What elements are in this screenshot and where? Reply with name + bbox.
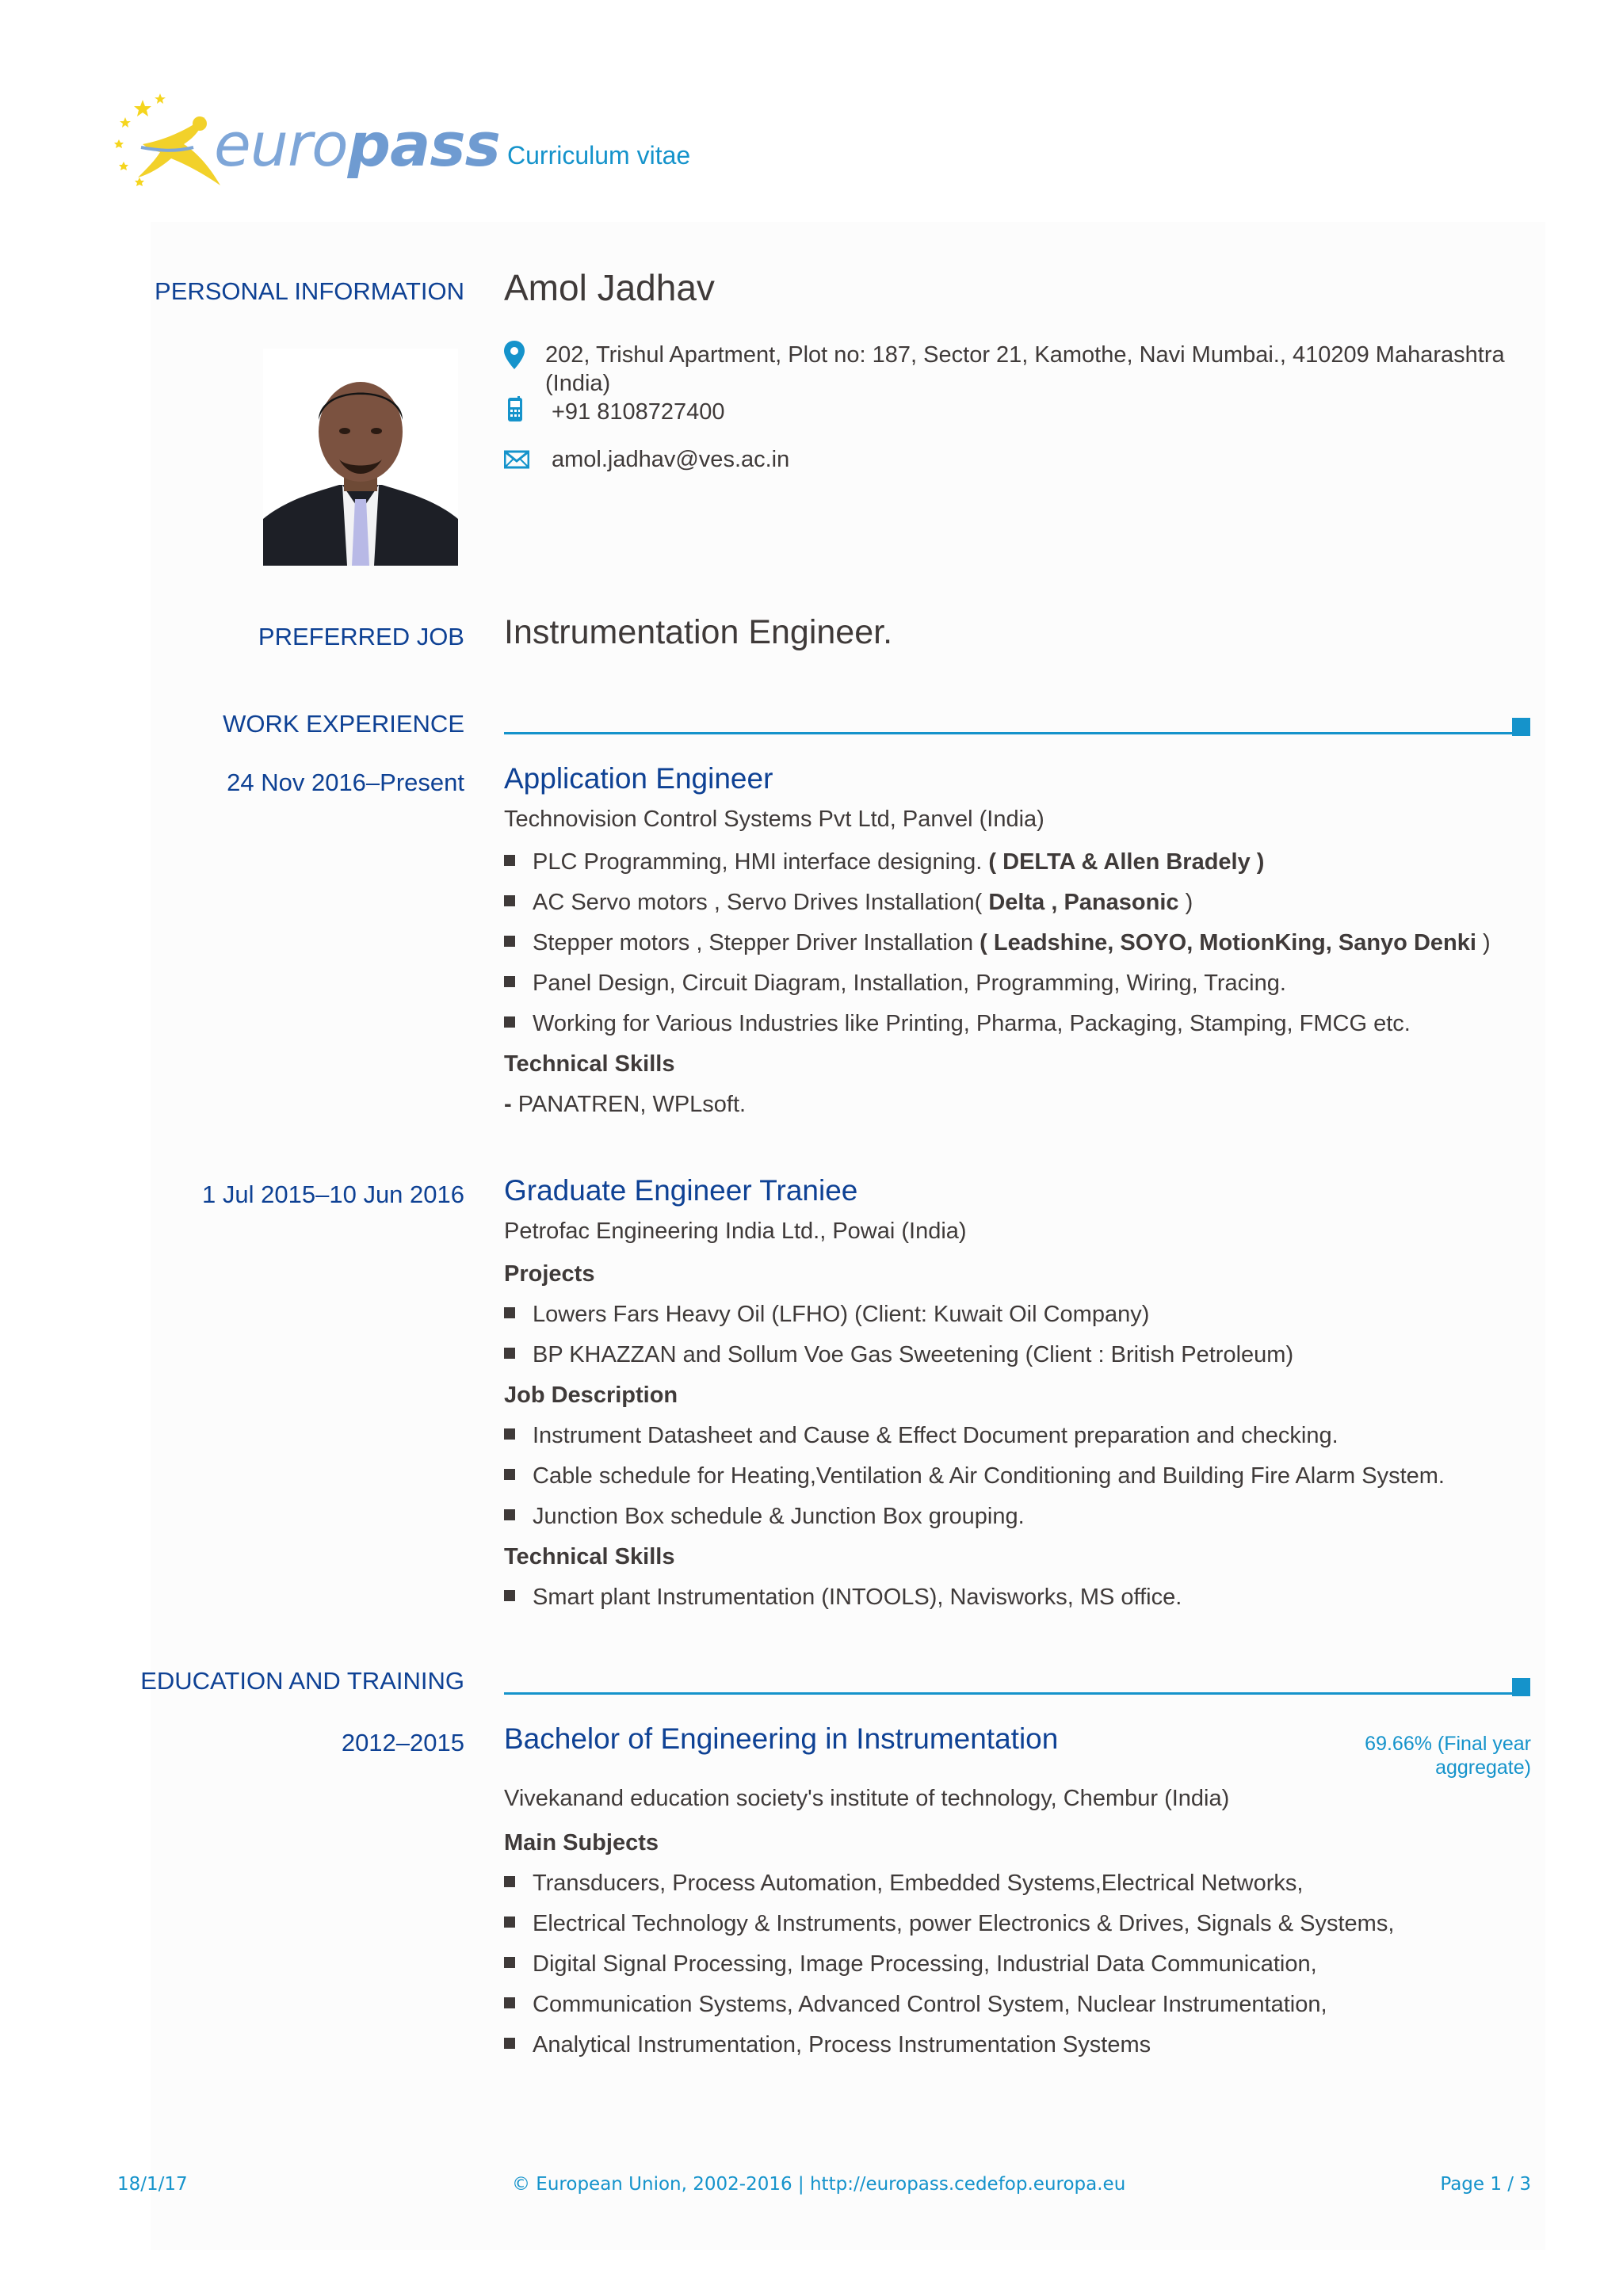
- job1-employer: Technovision Control Systems Pvt Ltd, Panvel (India): [504, 807, 1044, 832]
- bullet-square-icon: [504, 1997, 515, 2008]
- job2-dates: 1 Jul 2015–10 Jun 2016: [202, 1180, 464, 1208]
- job2-jd-3: Junction Box schedule & Junction Box grouping.: [504, 1504, 1025, 1530]
- degree-grade-line-1: 69.66% (Final year: [1365, 1733, 1531, 1755]
- education-training-label: EDUCATION AND TRAINING: [140, 1667, 464, 1695]
- email-address: amol.jadhav@ves.ac.in: [552, 447, 790, 472]
- address-line-2: (India): [545, 371, 611, 396]
- job2-project-2: BP KHAZZAN and Sollum Voe Gas Sweetening (Client : British Petroleum): [504, 1342, 1293, 1368]
- job1-dates: 24 Nov 2016–Present: [227, 769, 464, 796]
- degree-grade-line-2: aggregate): [1435, 1756, 1531, 1779]
- job2-title: Graduate Engineer Traniee: [504, 1174, 858, 1207]
- job2-technical-skills-label: Technical Skills: [504, 1544, 675, 1569]
- job1-technical-skills-label: Technical Skills: [504, 1051, 675, 1077]
- main-subjects-label: Main Subjects: [504, 1830, 659, 1855]
- bullet-square-icon: [504, 1509, 515, 1520]
- job2-project-1: Lowers Fars Heavy Oil (LFHO) (Client: Kuwait Oil Company): [504, 1302, 1149, 1328]
- europass-wordmark: europass: [214, 109, 500, 180]
- work-experience-rule-square: [1512, 718, 1530, 736]
- location-pin-icon: [504, 341, 525, 369]
- subject-2: Electrical Technology & Instruments, power Electronics & Drives, Signals & Systems,: [504, 1911, 1394, 1937]
- candidate-name: Amol Jadhav: [504, 267, 715, 308]
- cv-title: Curriculum vitae: [507, 141, 691, 170]
- profile-photo: [263, 349, 458, 566]
- job1-technical-skills-value: - PANATREN, WPLsoft.: [504, 1092, 747, 1117]
- bullet-square-icon: [504, 1307, 515, 1318]
- job1-bullet-2: AC Servo motors , Servo Drives Installation( Delta , Panasonic ): [504, 890, 1193, 916]
- mobile-phone-icon: [507, 396, 523, 421]
- subject-4: Communication Systems, Advanced Control System, Nuclear Instrumentation,: [504, 1992, 1327, 2018]
- education-rule-square: [1512, 1678, 1530, 1696]
- job2-job-description-label: Job Description: [504, 1383, 678, 1408]
- degree-title: Bachelor of Engineering in Instrumentation: [504, 1722, 1059, 1755]
- subject-5: Analytical Instrumentation, Process Instrumentation Systems: [504, 2032, 1151, 2058]
- preferred-job-value: Instrumentation Engineer.: [504, 613, 893, 651]
- bullet-square-icon: [504, 976, 515, 987]
- education-rule: [504, 1692, 1512, 1695]
- job1-bullet-3: Stepper motors , Stepper Driver Installation ( Leadshine, SOYO, MotionKing, Sanyo Denki ): [504, 930, 1491, 956]
- email-envelope-icon: [504, 450, 529, 469]
- preferred-job-label: PREFERRED JOB: [258, 623, 464, 650]
- address-line-1: 202, Trishul Apartment, Plot no: 187, Sector 21, Kamothe, Navi Mumbai., 410209 Maharashtra: [545, 342, 1505, 368]
- job1-bullet-5: Working for Various Industries like Printing, Pharma, Packaging, Stamping, FMCG etc.: [504, 1011, 1411, 1037]
- institution-name: Vivekanand education society's institute of technology, Chembur (India): [504, 1786, 1230, 1811]
- bullet-square-icon: [504, 1917, 515, 1928]
- bullet-square-icon: [504, 1428, 515, 1440]
- bullet-square-icon: [504, 2038, 515, 2049]
- job2-skill-1: Smart plant Instrumentation (INTOOLS), Navisworks, MS office.: [504, 1585, 1182, 1611]
- footer-page-number: Page 1 / 3: [1440, 2174, 1531, 2195]
- bullet-square-icon: [504, 1348, 515, 1359]
- work-experience-label: WORK EXPERIENCE: [223, 710, 464, 738]
- subject-3: Digital Signal Processing, Image Processing, Industrial Data Communication,: [504, 1951, 1317, 1978]
- bullet-square-icon: [504, 1469, 515, 1480]
- job2-jd-2: Cable schedule for Heating,Ventilation & Air Conditioning and Building Fire Alarm System.: [504, 1463, 1445, 1489]
- job2-employer: Petrofac Engineering India Ltd., Powai (India): [504, 1219, 967, 1244]
- phone-number: +91 8108727400: [552, 399, 725, 425]
- work-experience-rule: [504, 732, 1512, 734]
- personal-information-label: PERSONAL INFORMATION: [155, 277, 464, 305]
- bullet-square-icon: [504, 1876, 515, 1887]
- bullet-square-icon: [504, 1957, 515, 1968]
- bullet-square-icon: [504, 1590, 515, 1601]
- job2-jd-1: Instrument Datasheet and Cause & Effect Document preparation and checking.: [504, 1423, 1338, 1449]
- footer-copyright: © European Union, 2002-2016 | http://europass.cedefop.europa.eu: [512, 2174, 1126, 2195]
- subject-1: Transducers, Process Automation, Embedded Systems,Electrical Networks,: [504, 1871, 1303, 1897]
- job2-projects-label: Projects: [504, 1261, 595, 1287]
- bullet-square-icon: [504, 1016, 515, 1028]
- bullet-square-icon: [504, 855, 515, 866]
- footer-date: 18/1/17: [117, 2174, 188, 2195]
- job1-bullet-4: Panel Design, Circuit Diagram, Installation, Programming, Wiring, Tracing.: [504, 971, 1286, 997]
- bullet-square-icon: [504, 895, 515, 906]
- bullet-square-icon: [504, 936, 515, 947]
- job1-title: Application Engineer: [504, 762, 773, 795]
- job1-bullet-1: PLC Programming, HMI interface designing. ( DELTA & Allen Bradely ): [504, 849, 1264, 875]
- education-dates: 2012–2015: [341, 1729, 464, 1756]
